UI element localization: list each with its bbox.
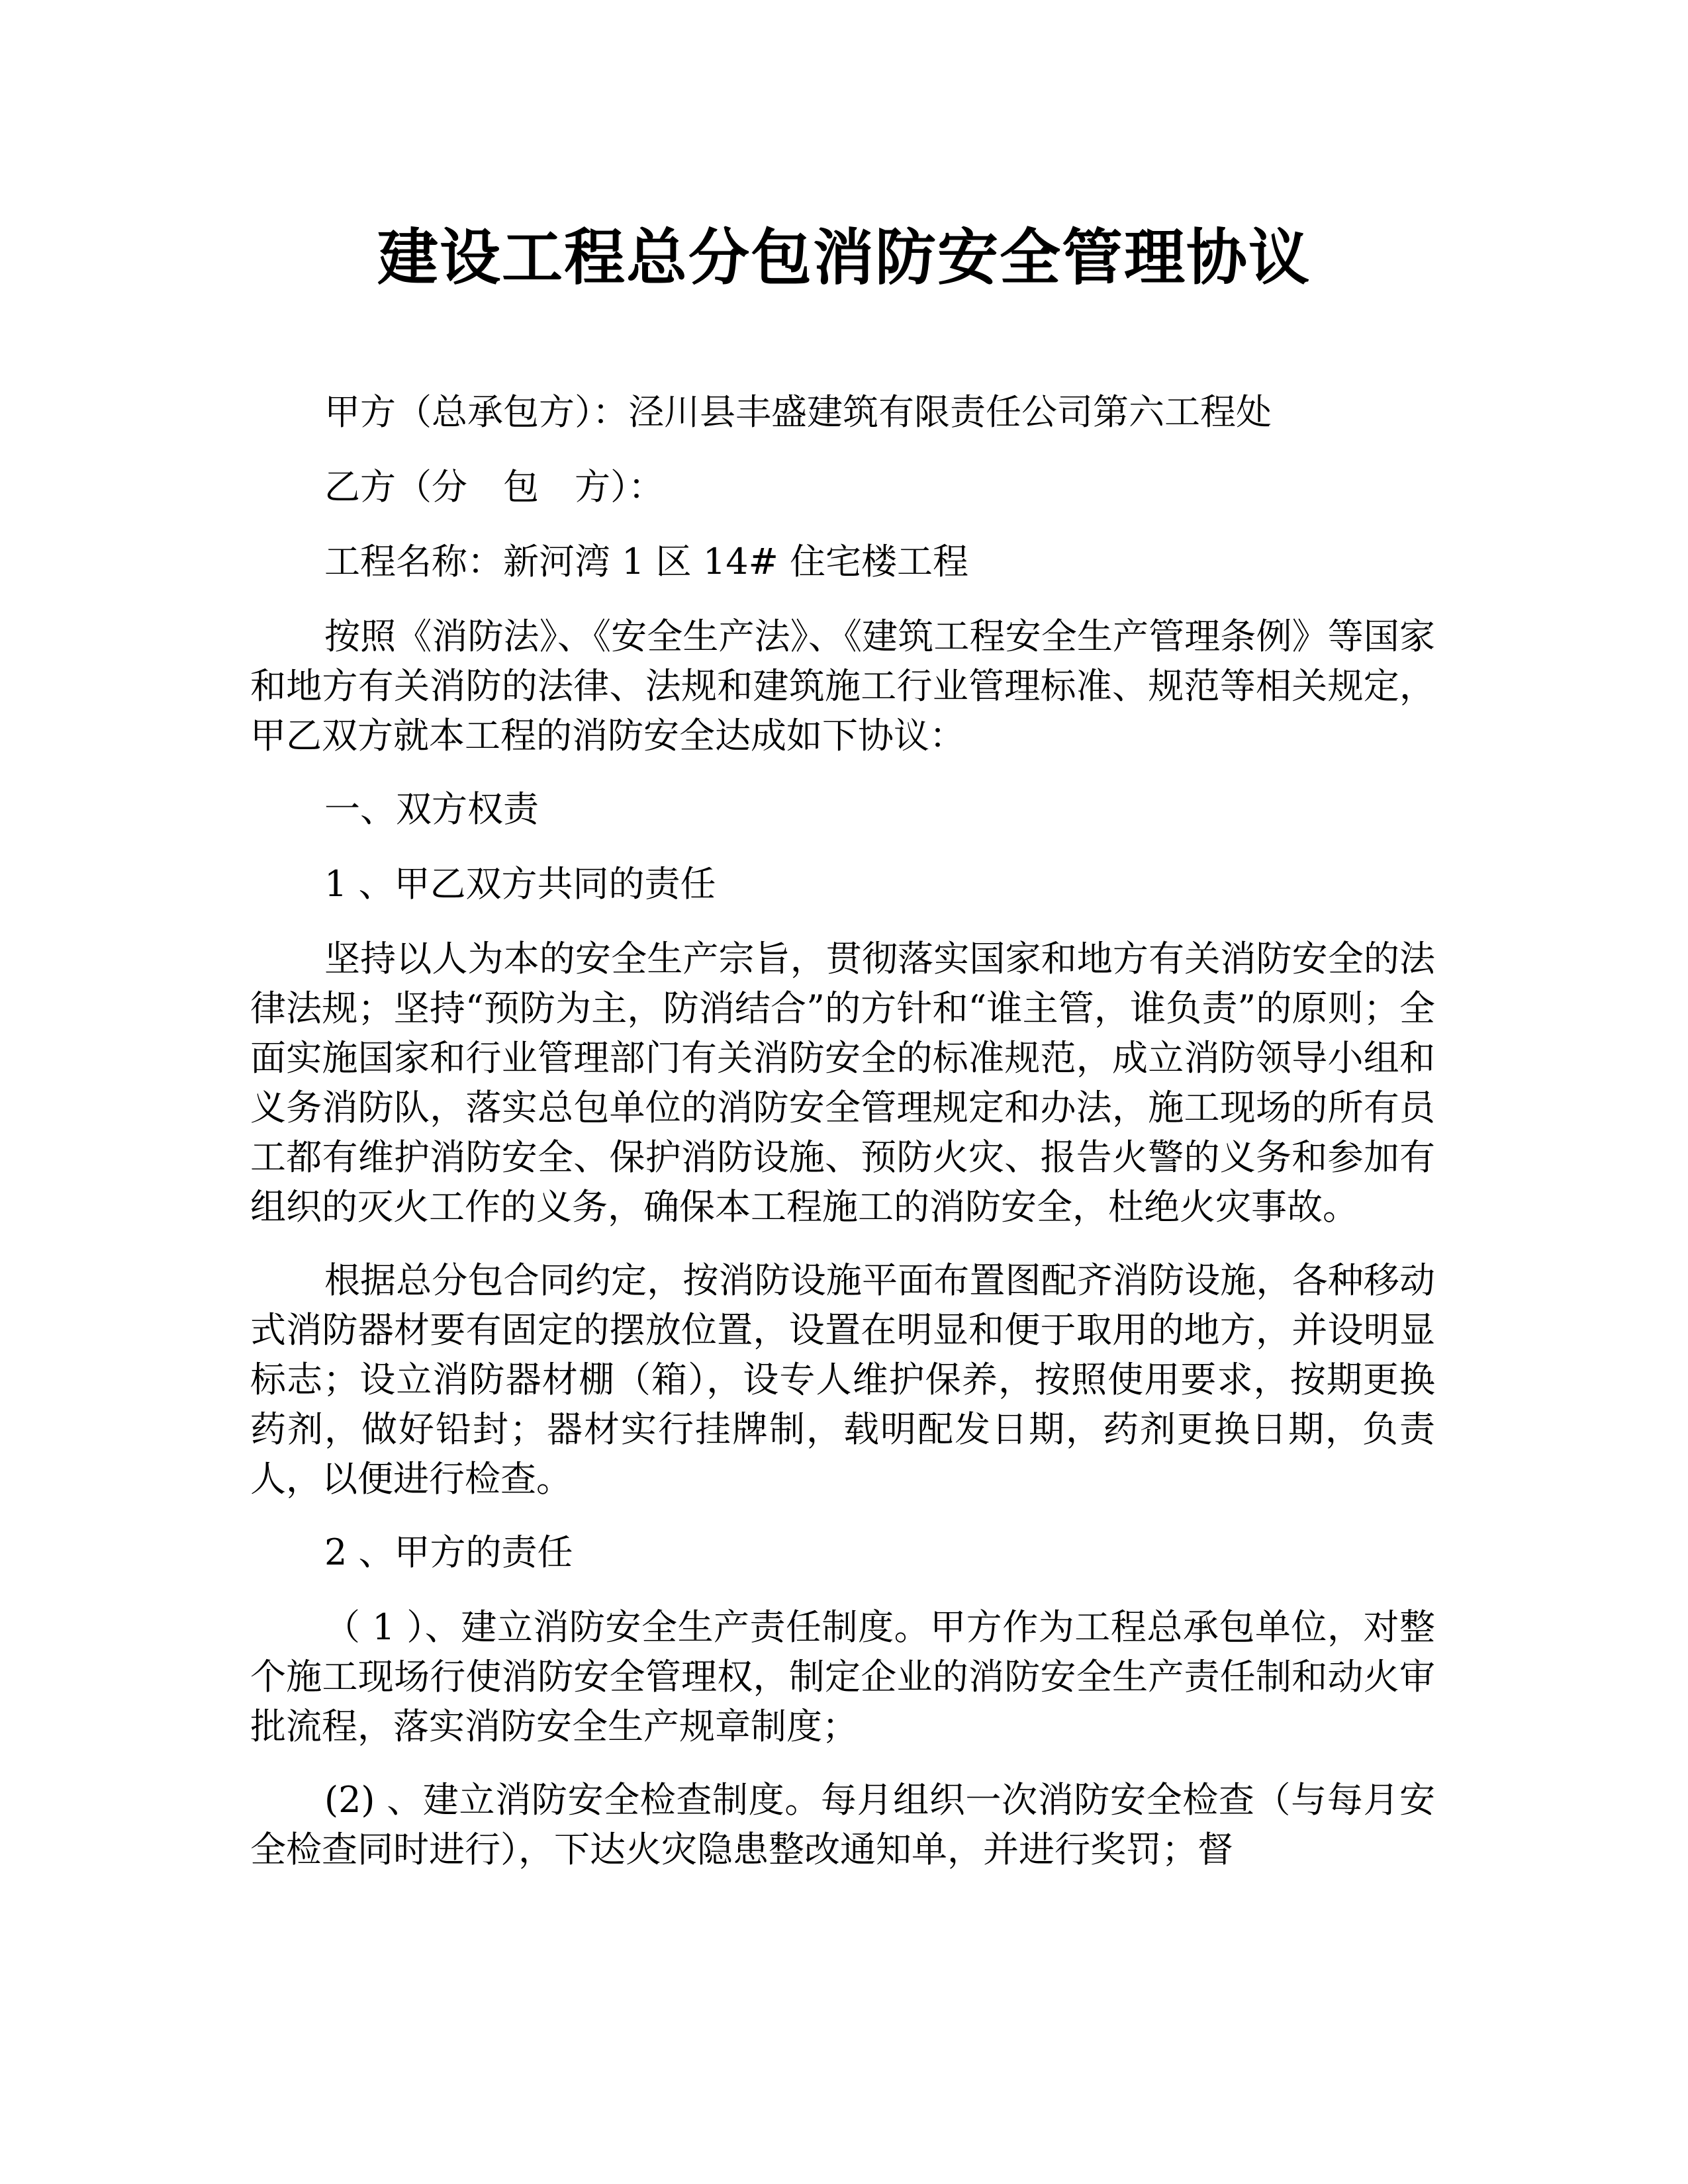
party-a-item-2: (2) 、建立消防安全检查制度。每月组织一次消防安全检查（与每月安全检查同时进行），下达火灾隐患整改通知单，并进行奖罚；督 (250, 1779, 1435, 1870)
document-title: 建设工程总分包消防安全管理协议 (377, 222, 1311, 293)
equipment-paragraph: 根据总分包合同约定，按消防设施平面布置图配齐消防设施，各种移动式消防器材要有固定的摆放位置，设置在明显和便于取用的地方，并设明显标志；设立消防器材棚（箱），设专人维护保养，按照使用要求，按期更换药剂，做好铅封；器材实行挂牌制，载明配发日期，药剂更换日期，负责人，以便进行检查。 (250, 1259, 1435, 1500)
shared-duties-paragraph: 坚持以人为本的安全生产宗旨，贯彻落实国家和地方有关消防安全的法律法规；坚持“预防为主，防消结合”的方针和“谁主管，谁负责”的原则；全面实施国家和行业管理部门有关消防安全的标准规范，成立消防领导小组和义务消防队，落实总包单位的消防安全管理规定和办法，施工现场的所有员工都有维护消防安全、保护消防设施、预防火灾、报告火警的义务和参加有组织的灭火工作的义务，确保本工程施工的消防安全，杜绝火灾事故。 (250, 938, 1435, 1228)
document-body (250, 387, 1435, 1898)
party-b-line: 乙方（分 包 方）： (324, 466, 664, 508)
subsection-heading-shared: 1 、甲乙双方共同的责任 (324, 863, 716, 905)
section-heading-rights: 一、双方权责 (324, 788, 539, 830)
intro-paragraph: 按照《消防法》、《安全生产法》、《建筑工程安全生产管理条例》等国家和地方有关消防的法律、法规和建筑施工行业管理标准、规范等相关规定，甲乙双方就本工程的消防安全达成如下协议： (250, 615, 1435, 756)
subsection-heading-party-a: 2 、甲方的责任 (324, 1531, 573, 1573)
party-a-line: 甲方（总承包方）：泾川县丰盛建筑有限责任公司第六工程处 (324, 391, 1272, 433)
party-a-item-1: （ 1 ）、建立消防安全生产责任制度。甲方作为工程总承包单位，对整个施工现场行使消防安全管理权，制定企业的消防安全生产责任制和动火审批流程，落实消防安全生产规章制度； (250, 1606, 1435, 1747)
project-name-line: 工程名称：新河湾 1 区 14# 住宅楼工程 (324, 541, 968, 582)
